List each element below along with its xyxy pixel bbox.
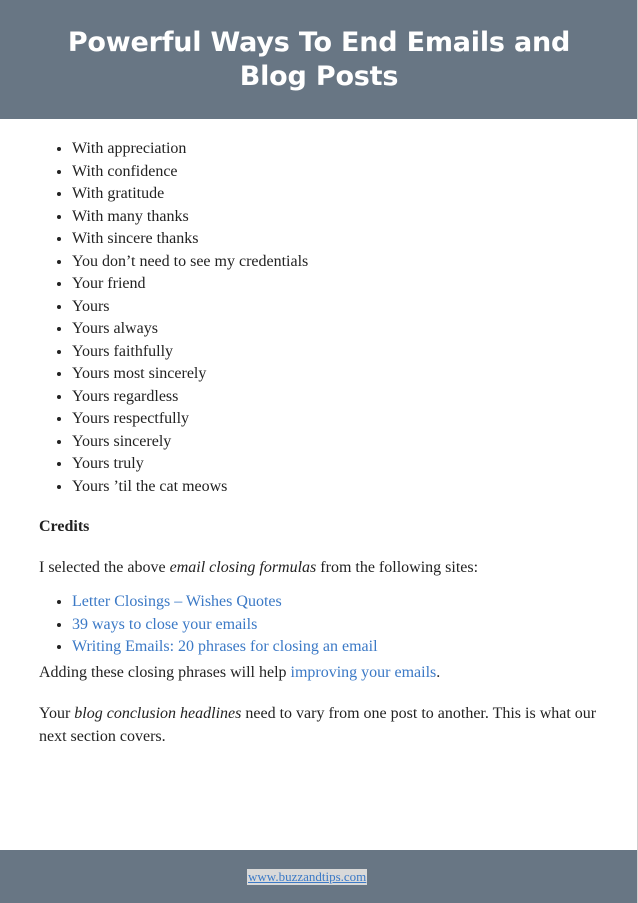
improving-emails-link[interactable]: improving your emails bbox=[290, 663, 437, 681]
credits-intro-text: I selected the above bbox=[39, 559, 170, 576]
adding-text-end: . bbox=[436, 663, 441, 681]
list-item: • Your friend bbox=[72, 273, 604, 296]
sources-list bbox=[39, 591, 604, 659]
list-item: • Yours sincerely bbox=[72, 431, 604, 454]
conclusion-paragraph bbox=[39, 702, 604, 748]
list-item: • Yours regardless bbox=[72, 386, 604, 409]
list-item: • With sincere thanks bbox=[72, 228, 604, 251]
list-item: • With confidence bbox=[72, 161, 604, 184]
source-item bbox=[72, 636, 604, 659]
source-link-39-ways[interactable]: 39 ways to close your emails bbox=[72, 615, 258, 633]
closings-list bbox=[39, 138, 604, 498]
page-title: Powerful Ways To End Emails and Blog Posts bbox=[67, 26, 571, 92]
list-item: • With many thanks bbox=[72, 206, 604, 229]
source-link-writing-emails[interactable]: Writing Emails: 20 phrases for closing an email bbox=[72, 638, 378, 655]
list-item: • With gratitude bbox=[72, 183, 604, 206]
list-item: • Yours always bbox=[72, 318, 604, 341]
footer-site-link[interactable]: www.buzzandtips.com bbox=[248, 869, 367, 884]
adding-paragraph bbox=[39, 662, 604, 684]
credits-intro bbox=[39, 557, 604, 579]
conclusion-text-end: need to vary from one post to another. This is what our next section covers. bbox=[39, 704, 597, 745]
header-banner bbox=[0, 0, 638, 119]
source-item bbox=[72, 614, 604, 637]
credits-intro-emphasis: email closing formulas bbox=[169, 559, 317, 576]
list-item: • Yours ’til the cat meows bbox=[72, 476, 604, 499]
credits-intro-text-end: from the following sites: bbox=[316, 559, 479, 576]
list-item: • Yours truly bbox=[72, 453, 604, 476]
list-item: • Yours faithfully bbox=[72, 341, 604, 364]
conclusion-text: Your bbox=[39, 704, 75, 722]
credits-heading: Credits bbox=[39, 518, 90, 535]
list-item: • Yours most sincerely bbox=[72, 363, 604, 386]
list-item: • Yours bbox=[72, 296, 604, 319]
conclusion-emphasis: blog conclusion headlines bbox=[74, 704, 242, 722]
adding-text: Adding these closing phrases will help bbox=[39, 663, 291, 681]
source-item bbox=[72, 591, 604, 614]
list-item: • You don’t need to see my credentials bbox=[72, 251, 604, 274]
document-body bbox=[39, 138, 604, 748]
source-link-letter-closings[interactable]: Letter Closings – Wishes Quotes bbox=[72, 593, 282, 610]
list-item: • Yours respectfully bbox=[72, 408, 604, 431]
list-item: • With appreciation bbox=[72, 138, 604, 161]
footer-banner bbox=[0, 850, 638, 903]
